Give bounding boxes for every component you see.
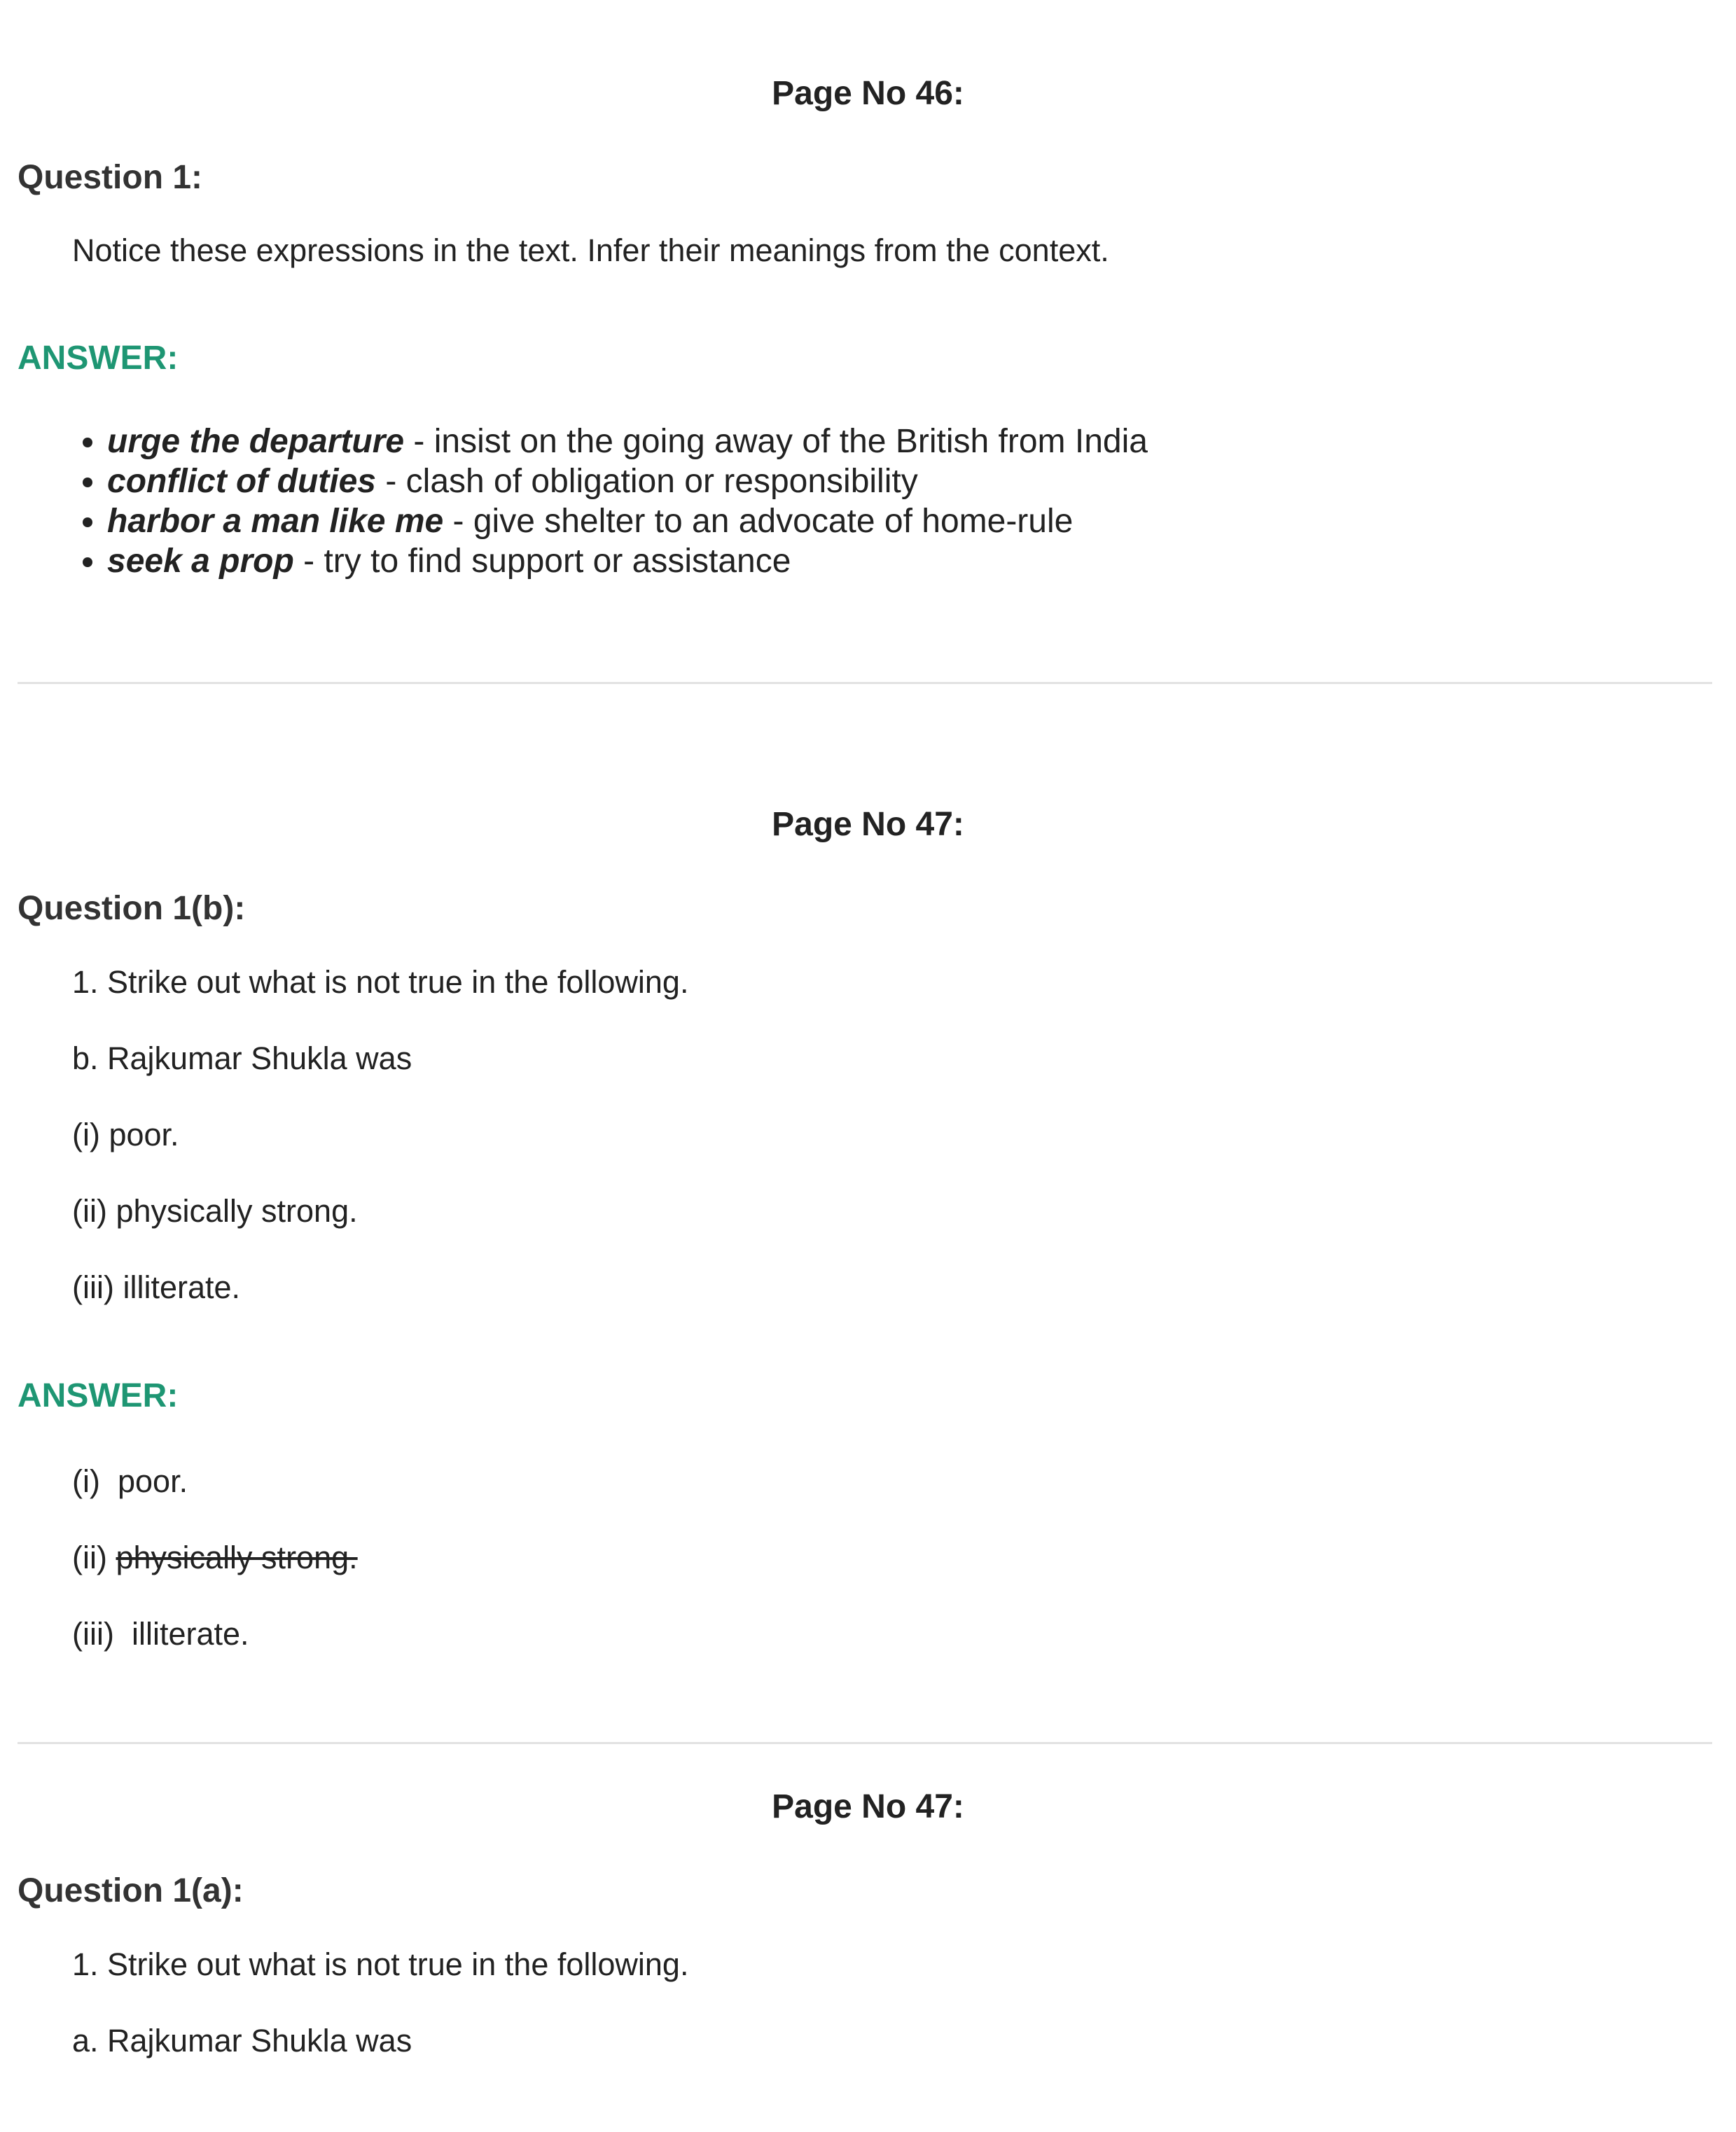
expression-term: conflict of duties	[107, 463, 376, 500]
question-line: 1. Strike out what is not true in the following.	[72, 964, 689, 1000]
page-title: Page No 47:	[772, 806, 964, 843]
expression-meaning: - insist on the going away of the British from India	[404, 423, 1148, 460]
page-title: Page No 47:	[772, 1788, 964, 1825]
expression-meaning: - give shelter to an advocate of home-rule	[443, 503, 1074, 540]
question-line: (ii) physically strong.	[72, 1193, 358, 1229]
question-line: a. Rajkumar Shukla was	[72, 2023, 412, 2058]
expression-term: harbor a man like me	[107, 503, 444, 540]
list-item	[107, 541, 1148, 581]
section-divider	[18, 682, 1712, 684]
list-item	[107, 501, 1148, 541]
option-number: (i)	[72, 1463, 100, 1499]
answer-label: ANSWER:	[18, 1377, 179, 1414]
page-title: Page No 46:	[772, 75, 964, 112]
answer-list	[72, 421, 1148, 581]
question-heading: Question 1:	[18, 159, 203, 196]
answer-option	[72, 1463, 188, 1500]
section-divider	[18, 1742, 1712, 1744]
expression-meaning: - try to find support or assistance	[293, 543, 791, 580]
question-line: (i) poor.	[72, 1117, 179, 1152]
expression-term: seek a prop	[107, 543, 294, 580]
list-item	[107, 421, 1148, 461]
question-heading: Question 1(b):	[18, 890, 246, 927]
expression-term: urge the departure	[107, 423, 405, 460]
question-line: (iii) illiterate.	[72, 1269, 241, 1305]
answer-label: ANSWER:	[18, 340, 179, 377]
list-item	[107, 461, 1148, 501]
answer-option	[72, 1540, 358, 1576]
struck-option-text: physically strong.	[116, 1540, 358, 1575]
question-heading: Question 1(a):	[18, 1872, 244, 1909]
option-text: illiterate.	[131, 1616, 249, 1652]
question-prompt: Notice these expressions in the text. Infer their meanings from the context.	[72, 232, 1109, 268]
option-number: (ii)	[72, 1540, 107, 1575]
question-line: 1. Strike out what is not true in the following.	[72, 1946, 689, 1982]
option-number: (iii)	[72, 1616, 114, 1652]
answer-option	[72, 1616, 249, 1652]
question-line: b. Rajkumar Shukla was	[72, 1040, 412, 1076]
expression-meaning: - clash of obligation or responsibility	[376, 463, 918, 500]
option-text: poor.	[117, 1463, 188, 1499]
